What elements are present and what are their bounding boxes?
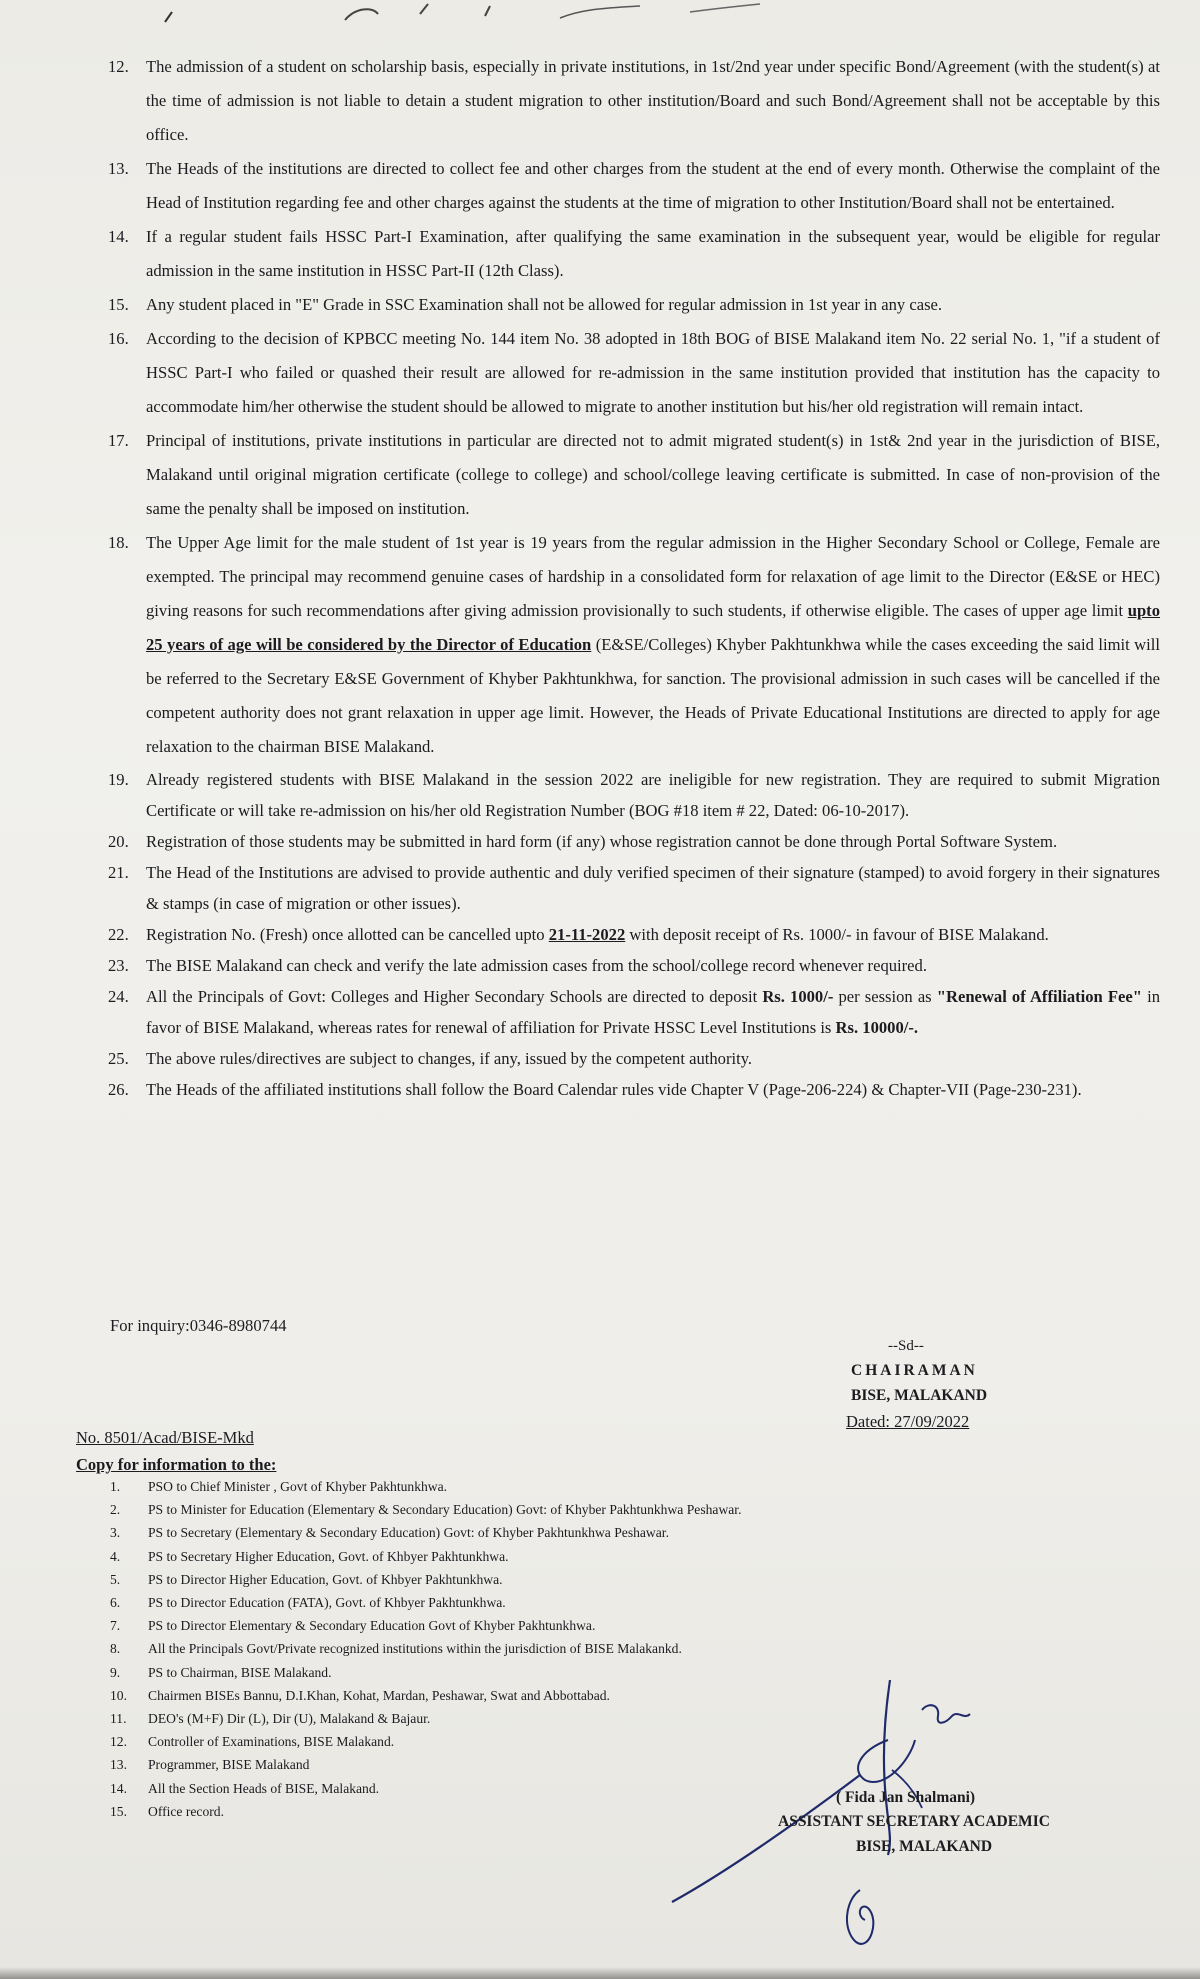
rule-item-16: 16. According to the decision of KPBCC meeting No. 144 item No. 38 adopted in 18th BOG of BISE Malakand item No. 22 serial No. 1, "if a student of HSSC Part-I who failed or quashed their result are allowed for re-admission in the same institution provided that institution has the capacity to accommodate him/her otherwise the student should be allowed to migrate to another institution but his/her old registration will remain intact.	[108, 329, 1160, 416]
issue-date: Dated: 27/09/2022	[846, 1412, 970, 1431]
rule-item-15: 15. Any student placed in "E" Grade in SSC Examination shall not be allowed for regular admission in 1st year in any case.	[108, 295, 943, 314]
rule-item-12: 12. The admission of a student on scholarship basis, especially in private institutions, in 1st/2nd year under specific Bond/Agreement (with the student(s) at the time of admission is not liable to detain a student migration to other institution/Board and such Bond/Agreement shall not be acceptable by this office.	[108, 57, 1160, 144]
list-item: 6. PS to Director Education (FATA), Govt. of Khbyer Pakhtunkhwa.	[110, 1595, 506, 1611]
cancel-date-underlined: 21-11-2022	[548, 925, 626, 944]
rule-item-13: 13. The Heads of the institutions are directed to collect fee and other charges from the student at the end of every month. Otherwise the complaint of the Head of Institution regarding fee and other charges against the students at the time of migration to other Institution/Board shall not be entertained.	[108, 159, 1160, 212]
chairman-title: CHAIRAMAN	[851, 1362, 978, 1379]
rule-item-17: 17. Principal of institutions, private institutions in particular are directed not to admit migrated student(s) in 1st& 2nd year in the jurisdiction of BISE, Malakand until original migration certificate (college to college) and school/college leaving certificate is submitted. In case of non-provision of the same the penalty shall be imposed on institution.	[108, 431, 1160, 518]
rule-item-21: 21. The Head of the Institutions are advised to provide authentic and duly verified specimen of their signature (stamped) to avoid forgery in their signatures & stamps (in case of migration or other issues).	[108, 863, 1160, 913]
list-item: 10. Chairmen BISEs Bannu, D.I.Khan, Kohat, Mardan, Peshawar, Swat and Abbottabad.	[110, 1687, 610, 1703]
list-item: 3. PS to Secretary (Elementary & Secondary Education) Govt: of Khyber Pakhtunkhwa Peshawar.	[110, 1525, 669, 1541]
list-item: 15. Office record.	[110, 1803, 224, 1819]
signatory-title: ASSISTANT SECRETARY ACADEMIC	[778, 1813, 1050, 1830]
rule-item-24: 24. All the Principals of Govt: Colleges and Higher Secondary Schools are directed to deposit Rs. 1000/- per session as "Renewal of Affiliation Fee" in favor of BISE Malakand, whereas rates for renewal of affiliation for Private HSSC Level Institutions is Rs. 10000/-.	[108, 987, 1160, 1037]
signatory-org: BISE, MALAKAND	[856, 1838, 993, 1855]
rules-list	[108, 50, 1160, 1105]
list-item: 12. Controller of Examinations, BISE Malakand.	[110, 1734, 395, 1750]
list-item: 2. PS to Minister for Education (Elementary & Secondary Education) Govt: of Khyber Pakhtunkhwa Peshawar.	[110, 1502, 742, 1518]
rule-item-18: 18. The Upper Age limit for the male student of 1st year is 19 years from the regular admission in the Higher Secondary School or College, Female are exempted. The principal may recommend genuine cases of hardship in a consolidated form for relaxation of age limit to the Director (E&SE or HEC) giving reasons for such recommendations after giving admission provisionally to such students, if otherwise eligible. The cases of upper age limit upto 25 years of age will be considered by the Director of Education (E&SE/Colleges) Khyber Pakhtunkhwa while the cases exceeding the said limit will be referred to the Secretary E&SE Government of Khyber Pakhtunkhwa, for sanction. The provisional admission in such cases will be cancelled if the competent authority does not grant relaxation in upper age limit. However, the Heads of Private Educational Institutions are directed to apply for age relaxation to the chairman BISE Malakand.	[108, 533, 1160, 756]
signed-marker: --Sd--	[888, 1338, 924, 1354]
list-item: 13. Programmer, BISE Malakand	[110, 1757, 310, 1773]
list-item: 8. All the Principals Govt/Private recognized institutions within the jurisdiction of BISE Malakankd.	[110, 1641, 682, 1657]
list-item: 14. All the Section Heads of BISE, Malakand.	[110, 1780, 380, 1796]
age-limit-underlined: upto 25 years of age will be considered by the Director of Education	[146, 601, 1160, 654]
chairman-org: BISE, MALAKAND	[851, 1387, 988, 1404]
reference-number: No. 8501/Acad/BISE-Mkd	[76, 1428, 254, 1447]
list-item: 7. PS to Director Elementary & Secondary Education Govt of Khyber Pakhtunkhwa.	[110, 1618, 596, 1634]
rule-item-19: 19. Already registered students with BISE Malakand in the session 2022 are ineligible for new registration. They are required to submit Migration Certificate or will take re-admission on his/her old Registration Number (BOG #18 item # 22, Dated: 06-10-2017).	[108, 770, 1160, 820]
signatory-name: ( Fida Jan Shalmani)	[836, 1789, 976, 1806]
page-edge-shadow	[0, 1967, 1200, 1979]
rule-item-14: 14. If a regular student fails HSSC Part-I Examination, after qualifying the same examination in the subsequent year, would be eligible for regular admission in the same institution in HSSC Part-II (12th Class).	[108, 227, 1160, 280]
list-item: 11. DEO's (M+F) Dir (L), Dir (U), Malakand & Bajaur.	[110, 1711, 431, 1727]
list-item: 1. PSO to Chief Minister , Govt of Khyber Pakhtunkhwa.	[110, 1479, 448, 1494]
inquiry-phone: For inquiry:0346-8980744	[110, 1316, 287, 1335]
copy-heading: Copy for information to the:	[76, 1455, 277, 1474]
list-item: 4. PS to Secretary Higher Education, Govt. of Khbyer Pakhtunkhwa.	[110, 1548, 509, 1564]
top-scribble-marks	[0, 0, 1200, 40]
rule-item-25: 25. The above rules/directives are subject to changes, if any, issued by the competent authority.	[108, 1049, 753, 1068]
list-item: 5. PS to Director Higher Education, Govt. of Khbyer Pakhtunkhwa.	[110, 1571, 503, 1587]
rule-item-22: 22. Registration No. (Fresh) once allotted can be cancelled upto 21-11-2022 with deposit receipt of Rs. 1000/- in favour of BISE Malakand.	[108, 925, 1049, 944]
list-item: 9. PS to Chairman, BISE Malakand.	[110, 1664, 332, 1680]
rule-item-20: 20. Registration of those students may be submitted in hard form (if any) whose registration cannot be done through Portal Software System.	[108, 832, 1058, 851]
rule-item-26: 26. The Heads of the affiliated institutions shall follow the Board Calendar rules vide Chapter V (Page-206-224) & Chapter-VII (Page-230-231).	[108, 1080, 1082, 1099]
rule-item-23: 23. The BISE Malakand can check and verify the late admission cases from the school/college record whenever required.	[108, 956, 927, 975]
